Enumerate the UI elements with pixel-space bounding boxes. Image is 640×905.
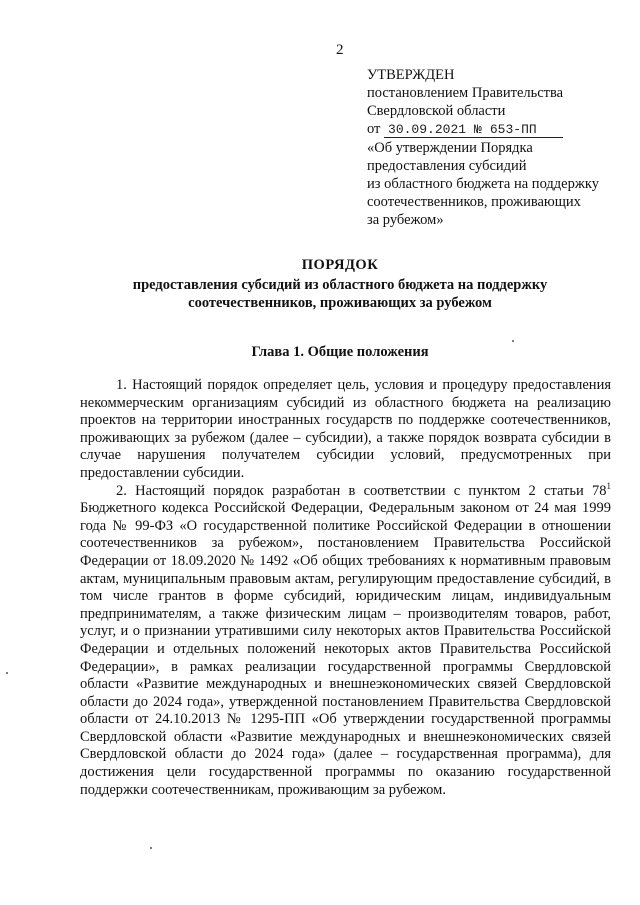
scan-mark [150,847,152,849]
paragraph-2 [80,480,611,800]
approval-ref-1: «Об утверждении Порядка [367,140,533,156]
date-prefix: от [367,121,381,137]
chapter-heading: Глава 1. Общие положения [251,344,429,360]
document-body [80,377,611,799]
approval-number: 653-ПП [486,122,563,138]
title-sub-2: соотечественников, проживающих за рубежом [188,295,492,311]
page-number: 2 [336,42,344,58]
approval-ref-4: соотечественников, проживающих [367,194,581,210]
approval-ref-2: предоставления субсидий [367,158,527,174]
paragraph-2-superscript: 1 [606,480,611,491]
number-prefix: № [470,122,486,138]
scan-mark [512,340,514,342]
paragraph-2-rest: Бюджетного кодекса Российской Федерации, Федеральным законом от 24 мая 1999 года № 99-ФЗ «О государственной политике Российской Федерации в отношении соотечественников за рубежом», постановлением Правительства Российской Федерации от 18.09.2020 № 1492 «Об общих требованиях к нормативным правовым актам, муниципальным правовым актам, регулирующим предоставление субсидий, в том числе грантов в форме субсидий, юридическим лицам, индивидуальным предпринимателям, а также физическим лицам – производителям товаров, работ, услуг, и о признании утратившими силу некоторых актов Правительства Российской Федерации и отдельных положений некоторых актов Правительства Российской Федерации», в рамках реализации государственной программы Свердловской области «Развитие международных и внешнеэкономических связей Свердловской области до 2024 года», утвержденной постановлением Правительства Свердловской области от 24.10.2013 № 1295-ПП «Об утверждении государственной программы Свердловской области «Развитие международных и внешнеэкономических связей Свердловской области до 2024 года» (далее – государственная программа), для достижения цели государственной программы по оказанию государственной поддержки соотечественникам, проживающим за рубежом. [80,500,611,798]
approval-ref-3: из областного бюджета на поддержку [367,176,599,192]
approval-ref-5: за рубежом» [367,212,444,228]
approval-date: 30.09.2021 [384,122,470,138]
document-title [80,256,600,312]
approval-line-1: постановлением Правительства [367,85,564,101]
paragraph-2-start: 2. Настоящий порядок разработан в соответствии с пунктом 2 статьи 78 [116,482,607,499]
approval-line-2: Свердловской области [367,103,506,119]
title-sub-1: предоставления субсидий из областного бюджета на поддержку [132,277,548,293]
paragraph-1: 1. Настоящий порядок определяет цель, условия и процедуру предоставления некоммерческим организациям субсидий из областного бюджета на реализацию проектов на территории иностранных государств по поддержке соотечественников, проживающих за рубежом (далее – субсидии), а также порядок возврата субсидии в случае нарушения получателем субсидии условий, предусмотренных при предоставлении субсидии. [80,377,611,481]
approval-stamp [367,66,632,229]
title-main: ПОРЯДОК [301,257,379,273]
approval-heading: УТВЕРЖДЕН [367,67,455,83]
scan-mark [6,672,8,674]
approval-date-line [367,120,632,139]
